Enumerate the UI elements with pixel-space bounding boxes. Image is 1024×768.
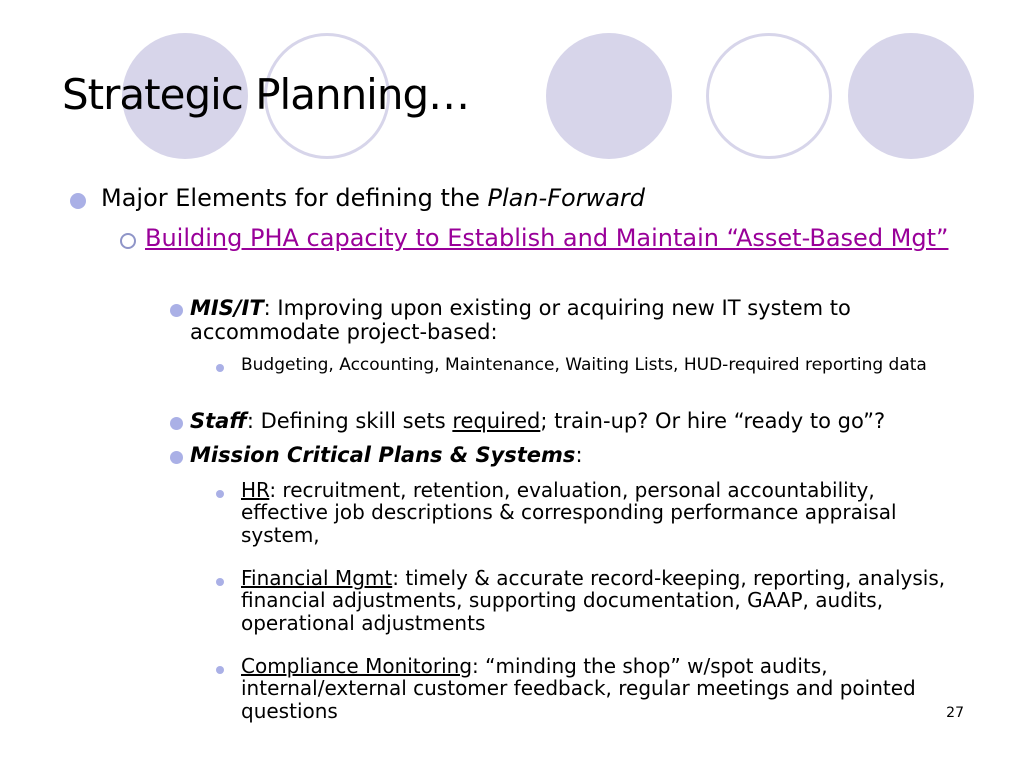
bullet-major-elements (101, 185, 961, 212)
hr-text: : recruitment, retention, evaluation, personal accountability, effective job descriptions & corresponding performance appraisal system, (241, 478, 897, 547)
decor-circle-outline-2 (706, 33, 832, 159)
staff-label: Staff (190, 409, 247, 433)
building-pha-link[interactable]: Building PHA capacity to Establish and Maintain “Asset-Based Mgt” (145, 224, 949, 252)
budgeting-text: Budgeting, Accounting, Maintenance, Waiting Lists, HUD-required reporting data (241, 355, 927, 375)
bullet-ring-icon (120, 233, 136, 249)
hr-label: HR (241, 478, 270, 502)
major-elements-italic: Plan-Forward (487, 184, 645, 212)
decor-circle-filled-3 (848, 33, 974, 159)
financial-text: : timely & accurate record-keeping, reporting, analysis, financial adjustments, supporting documentation, GAAP, audits, operational adjustments (241, 566, 946, 635)
mission-critical-label: Mission Critical Plans & Systems (190, 443, 576, 467)
bullet-compliance-monitoring (241, 655, 941, 722)
bullet-disc-icon (70, 193, 86, 209)
mis-it-label: MIS/IT (190, 296, 264, 320)
bullet-budgeting (241, 356, 941, 375)
bullet-disc-icon (170, 417, 183, 430)
bullet-disc-icon (216, 364, 224, 372)
bullet-disc-icon (216, 490, 224, 498)
compliance-text: : “minding the shop” w/spot audits, internal/external customer feedback, regular meetings and pointed questions (241, 654, 916, 723)
slide-title: Strategic Planning… (62, 70, 470, 119)
bullet-staff (190, 410, 980, 434)
bullet-hr (241, 479, 941, 546)
mission-critical-text: : (575, 443, 583, 467)
staff-underlined: required (452, 409, 541, 433)
bullet-disc-icon (216, 666, 224, 674)
staff-text-2: ; train-up? Or hire “ready to go”? (540, 409, 886, 433)
staff-text-1: : Defining skill sets (246, 409, 453, 433)
financial-label: Financial Mgmt (241, 566, 393, 590)
bullet-disc-icon (170, 304, 183, 317)
bullet-mission-critical (190, 444, 950, 468)
compliance-label: Compliance Monitoring (241, 654, 473, 678)
bullet-financial-mgmt (241, 567, 981, 634)
page-number: 27 (946, 705, 964, 721)
major-elements-lead: Major Elements for defining the (101, 184, 488, 212)
bullet-disc-icon (216, 578, 224, 586)
decor-circle-filled-2 (546, 33, 672, 159)
bullet-building-pha (145, 225, 955, 252)
bullet-disc-icon (170, 451, 183, 464)
bullet-mis-it (190, 297, 950, 344)
mis-it-text: : Improving upon existing or acquiring new IT system to accommodate project-based: (190, 296, 851, 344)
